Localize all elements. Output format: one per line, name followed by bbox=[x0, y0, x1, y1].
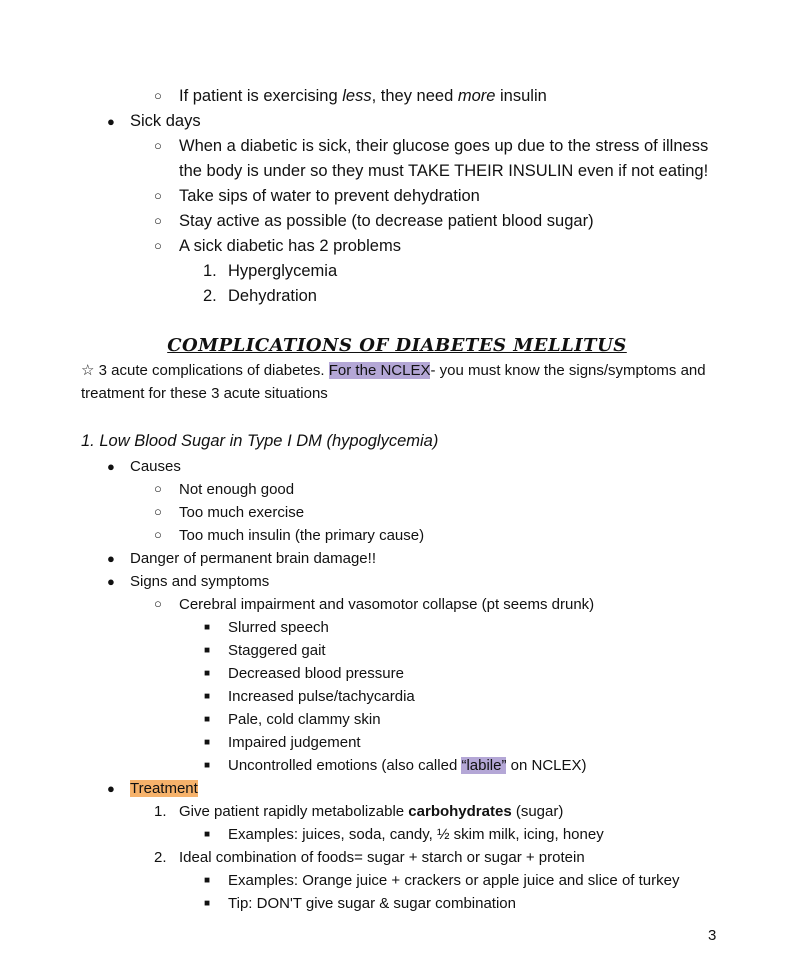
square-bullet-icon: ■ bbox=[204, 875, 211, 886]
emotions-text: Uncontrolled emotions (also called bbox=[228, 757, 462, 774]
two-problems-line: A sick diabetic has 2 problems bbox=[179, 237, 401, 255]
cause-item: Too much exercise bbox=[179, 504, 305, 521]
exercise-less: less bbox=[342, 87, 372, 105]
circle-bullet-icon: ○ bbox=[154, 88, 162, 103]
square-bullet-icon: ■ bbox=[204, 829, 211, 840]
problem-item: Dehydration bbox=[228, 287, 317, 305]
section-title: COMPLICATIONS OF DIABETES MELLITUS bbox=[167, 335, 627, 356]
signs-label: Signs and symptoms bbox=[130, 573, 270, 590]
nclex-highlight: For the NCLEX bbox=[328, 362, 431, 379]
square-bullet-icon: ■ bbox=[204, 691, 211, 702]
circle-bullet-icon: ○ bbox=[154, 238, 162, 253]
symptom-item: Increased pulse/tachycardia bbox=[228, 688, 415, 705]
intro-line-2: treatment for these 3 acute situations bbox=[81, 385, 328, 402]
intro-line-1 bbox=[81, 362, 706, 380]
bullet-icon: ● bbox=[107, 781, 115, 796]
treatment-step-2: Ideal combination of foods= sugar + starch or sugar + protein bbox=[179, 849, 585, 866]
bullet-icon: ● bbox=[107, 574, 115, 589]
problem-item: Hyperglycemia bbox=[228, 262, 338, 280]
hypo-heading: 1. Low Blood Sugar in Type I DM (hypoglycemia) bbox=[81, 432, 439, 450]
labile-highlight: “labile” bbox=[461, 757, 507, 774]
glucose-line-1: When a diabetic is sick, their glucose goes up due to the stress of illness bbox=[179, 137, 709, 155]
treatment-label bbox=[130, 780, 198, 798]
square-bullet-icon: ■ bbox=[204, 760, 211, 771]
glucose-line-2: the body is under so they must TAKE THEIR INSULIN even if not eating! bbox=[179, 162, 709, 180]
problem-number: 1. bbox=[203, 262, 217, 280]
treatment-example: Examples: Orange juice + crackers or apple juice and slice of turkey bbox=[228, 872, 680, 889]
sick-days-heading: Sick days bbox=[130, 112, 201, 130]
exercise-suffix: insulin bbox=[495, 87, 547, 105]
symptom-item: Decreased blood pressure bbox=[228, 665, 404, 682]
square-bullet-icon: ■ bbox=[204, 622, 211, 633]
square-bullet-icon: ■ bbox=[204, 668, 211, 679]
circle-bullet-icon: ○ bbox=[154, 504, 162, 519]
treatment-highlight: Treatment bbox=[130, 780, 198, 797]
circle-bullet-icon: ○ bbox=[154, 188, 162, 203]
treatment-step-1 bbox=[179, 803, 563, 821]
exercise-line bbox=[179, 87, 547, 107]
exercise-more: more bbox=[457, 87, 496, 105]
bullet-icon: ● bbox=[107, 459, 115, 474]
circle-bullet-icon: ○ bbox=[154, 527, 162, 542]
bullet-icon: ● bbox=[107, 551, 115, 566]
symptom-item: Staggered gait bbox=[228, 642, 326, 659]
symptom-item: Slurred speech bbox=[228, 619, 329, 636]
square-bullet-icon: ■ bbox=[204, 898, 211, 909]
star-icon: ☆ bbox=[81, 362, 95, 379]
intro-text: 3 acute complications of diabetes. bbox=[94, 362, 329, 379]
circle-bullet-icon: ○ bbox=[154, 596, 162, 611]
intro-text-2: - you must know the signs/symptoms and bbox=[430, 362, 706, 379]
square-bullet-icon: ■ bbox=[204, 714, 211, 725]
carbohydrates-bold: carbohydrates bbox=[408, 803, 512, 820]
problem-number: 2. bbox=[203, 287, 217, 305]
circle-bullet-icon: ○ bbox=[154, 213, 162, 228]
exercise-middle: , they need bbox=[371, 87, 458, 105]
sips-line: Take sips of water to prevent dehydration bbox=[179, 187, 480, 205]
step-suffix: (sugar) bbox=[511, 803, 564, 820]
symptom-item: Impaired judgement bbox=[228, 734, 361, 751]
treatment-example: Examples: juices, soda, candy, ½ skim milk, icing, honey bbox=[228, 826, 604, 843]
emotions-suffix: on NCLEX) bbox=[506, 757, 587, 774]
causes-label: Causes bbox=[130, 458, 181, 475]
circle-bullet-icon: ○ bbox=[154, 138, 162, 153]
cause-item: Too much insulin (the primary cause) bbox=[179, 527, 425, 544]
emotions-line bbox=[228, 757, 587, 775]
circle-bullet-icon: ○ bbox=[154, 481, 162, 496]
danger-line: Danger of permanent brain damage!! bbox=[130, 550, 376, 567]
exercise-text: If patient is exercising bbox=[179, 87, 343, 105]
cause-item: Not enough good bbox=[179, 481, 295, 498]
symptom-item: Pale, cold clammy skin bbox=[228, 711, 381, 728]
treatment-tip: Tip: DON'T give sugar & sugar combination bbox=[228, 895, 516, 912]
square-bullet-icon: ■ bbox=[204, 737, 211, 748]
page-number: 3 bbox=[708, 927, 717, 944]
square-bullet-icon: ■ bbox=[204, 645, 211, 656]
step-text: Give patient rapidly metabolizable bbox=[179, 803, 409, 820]
cerebral-line: Cerebral impairment and vasomotor collapse (pt seems drunk) bbox=[179, 596, 595, 613]
active-line: Stay active as possible (to decrease patient blood sugar) bbox=[179, 212, 594, 230]
treatment-number: 1. bbox=[154, 803, 167, 820]
treatment-number: 2. bbox=[154, 849, 167, 866]
bullet-icon: ● bbox=[107, 114, 115, 129]
